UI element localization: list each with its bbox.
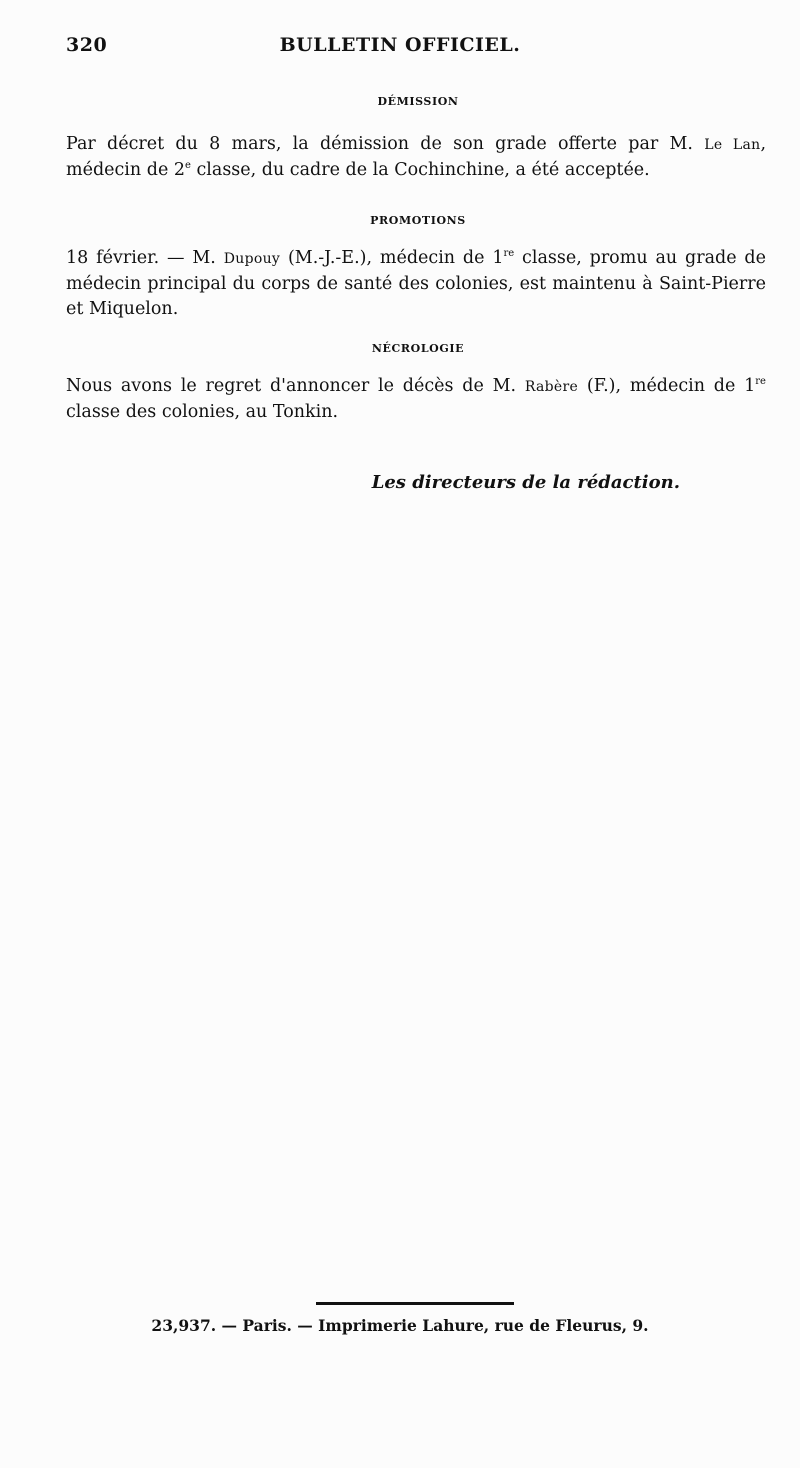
page-number: 320 <box>66 34 108 56</box>
signature: Les directeurs de la rédaction. <box>371 472 680 493</box>
superscript: re <box>503 248 515 260</box>
paragraph-demission <box>66 132 766 183</box>
paragraph-necrologie <box>66 374 766 425</box>
section-heading-necrologie: NÉCROLOGIE <box>371 342 465 355</box>
footer-rule <box>316 1302 514 1305</box>
text-segment: classe, promu au grade de médecin principal du corps de santé des colonies, est maintenu à Saint-Pierre et Miquelon. <box>66 248 766 319</box>
text-segment: (F.), médecin de 1 <box>578 376 756 396</box>
text-segment: , médecin de 2 <box>66 134 767 180</box>
paragraph-promotions <box>66 246 766 322</box>
text-segment: Par décret du 8 mars, la démission de son grade offerte par M. <box>66 134 705 154</box>
person-name: Dupouy <box>223 251 281 267</box>
running-title: BULLETIN OFFICIEL. <box>279 34 521 56</box>
person-name: Rabère <box>524 379 579 395</box>
text-segment: (M.-J.-E.), médecin de 1 <box>280 248 504 268</box>
text-segment: classe des colonies, au Tonkin. <box>66 402 339 422</box>
superscript: e <box>185 160 191 172</box>
superscript: re <box>755 376 766 388</box>
text-segment: classe, du cadre de la Cochinchine, a été acceptée. <box>190 160 650 180</box>
text-segment: 18 février. — M. <box>66 248 224 268</box>
printer-imprint: 23,937. — Paris. — Imprimerie Lahure, rue de Fleurus, 9. <box>151 1316 649 1335</box>
section-heading-demission: DÉMISSION <box>377 95 459 108</box>
text-segment: Nous avons le regret d'annoncer le décès de M. <box>66 376 525 396</box>
section-heading-promotions: PROMOTIONS <box>370 214 466 227</box>
person-name: Le Lan <box>704 137 761 153</box>
